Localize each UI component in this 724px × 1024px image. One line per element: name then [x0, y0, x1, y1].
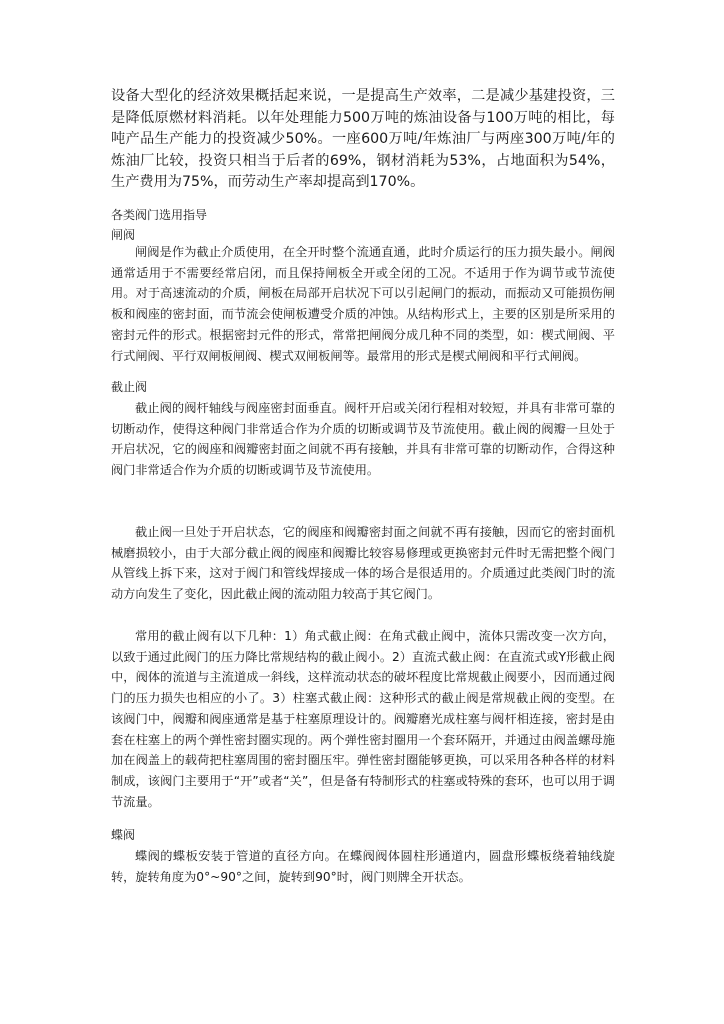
butterfly-valve-heading: 蝶阀 [111, 828, 136, 842]
guide-title: 各类阀门选用指导 [111, 208, 208, 222]
intro-paragraph: 设备大型化的经济效果概括起来说，一是提高生产效率，二是减少基建投资，三是降低原燃材料消耗。以年处理能力500万吨的炼油设备与100万吨的相比，每吨产品生产能力的投资减少50%。一座600万吨/年炼油厂与两座300万吨/年的炼油厂比较，投资只相当于后者的69%，钢材消耗为53%，占地面积为54%，生产费用为75%，而劳动生产率却提高到170%。 [111, 88, 615, 190]
gate-valve-paragraph: 闸阀是作为截止介质使用，在全开时整个流通直通，此时介质运行的压力损失最小。闸阀通常适用于不需要经常启闭，而且保持闸板全开或全闭的工况。不适用于作为调节或节流使用。对于高速流动的介质，闸板在局部开启状况下可以引起闸门的振动，而振动又可能损伤闸板和阀座的密封面，而节流会使闸板遭受介质的冲蚀。从结构形式上，主要的区别是所采用的密封元件的形式。根据密封元件的形式，常常把闸阀分成几种不同的类型，如：楔式闸阀、平行式闸阀、平行双闸板闸阀、楔式双闸板闸等。最常用的形式是楔式闸阀和平行式闸阀。 [111, 245, 615, 363]
globe-valve-paragraph-3: 常用的截止阀有以下几种：1）角式截止阀：在角式截止阀中，流体只需改变一次方向，以致于通过此阀门的压力降比常规结构的截止阀小。2）直流式截止阀：在直流式或Y形截止阀中，阀体的流道与主流道成一斜线，这样流动状态的破坏程度比常规截止阀要小，因而通过阀门的压力损失也相应的小了。3）柱塞式截止阀：这种形式的截止阀是常规截止阀的变型。在该阀门中，阀瓣和阀座通常是基于柱塞原理设计的。阀瓣磨光成柱塞与阀杆相连接，密封是由套在柱塞上的两个弹性密封圈实现的。两个弹性密封圈用一个套环隔开，并通过由阀盖螺母施加在阀盖上的载荷把柱塞周围的密封圈压牢。弹性密封圈能够更换，可以采用各种各样的材料制成，该阀门主要用于“开”或者“关”，但是备有特制形式的柱塞或特殊的套环，也可以用于调节流量。 [111, 629, 615, 809]
butterfly-valve-paragraph: 蝶阀的蝶板安装于管道的直径方向。在蝶阀阀体圆柱形通道内，圆盘形蝶板绕着轴线旋转，旋转角度为0°~90°之间，旋转到90°时，阀门则牌全开状态。 [111, 849, 615, 884]
globe-valve-paragraph-1: 截止阀的阀杆轴线与阀座密封面垂直。阀杆开启或关闭行程相对较短，并具有非常可靠的切断动作，使得这种阀门非常适合作为介质的切断或调节及节流使用。截止阀的阀瓣一旦处于开启状况，它的阀座和阀瓣密封面之间就不再有接触，并具有非常可靠的切断动作，合得这种阀门非常适合作为介质的切断或调节及节流使用。 [111, 401, 615, 478]
globe-valve-heading: 截止阀 [111, 380, 148, 394]
globe-valve-paragraph-2: 截止阀一旦处于开启状态，它的阀座和阀瓣密封面之间就不再有接触，因而它的密封面机械磨损较小，由于大部分截止阀的阀座和阀瓣比较容易修理或更换密封元件时无需把整个阀门从管线上拆下来，这对于阀门和管线焊接成一体的场合是很适用的。介质通过此类阀门时的流动方向发生了变化，因此截止阀的流动阻力较高于其它阀门。 [111, 525, 615, 602]
gate-valve-heading: 闸阀 [111, 228, 136, 242]
